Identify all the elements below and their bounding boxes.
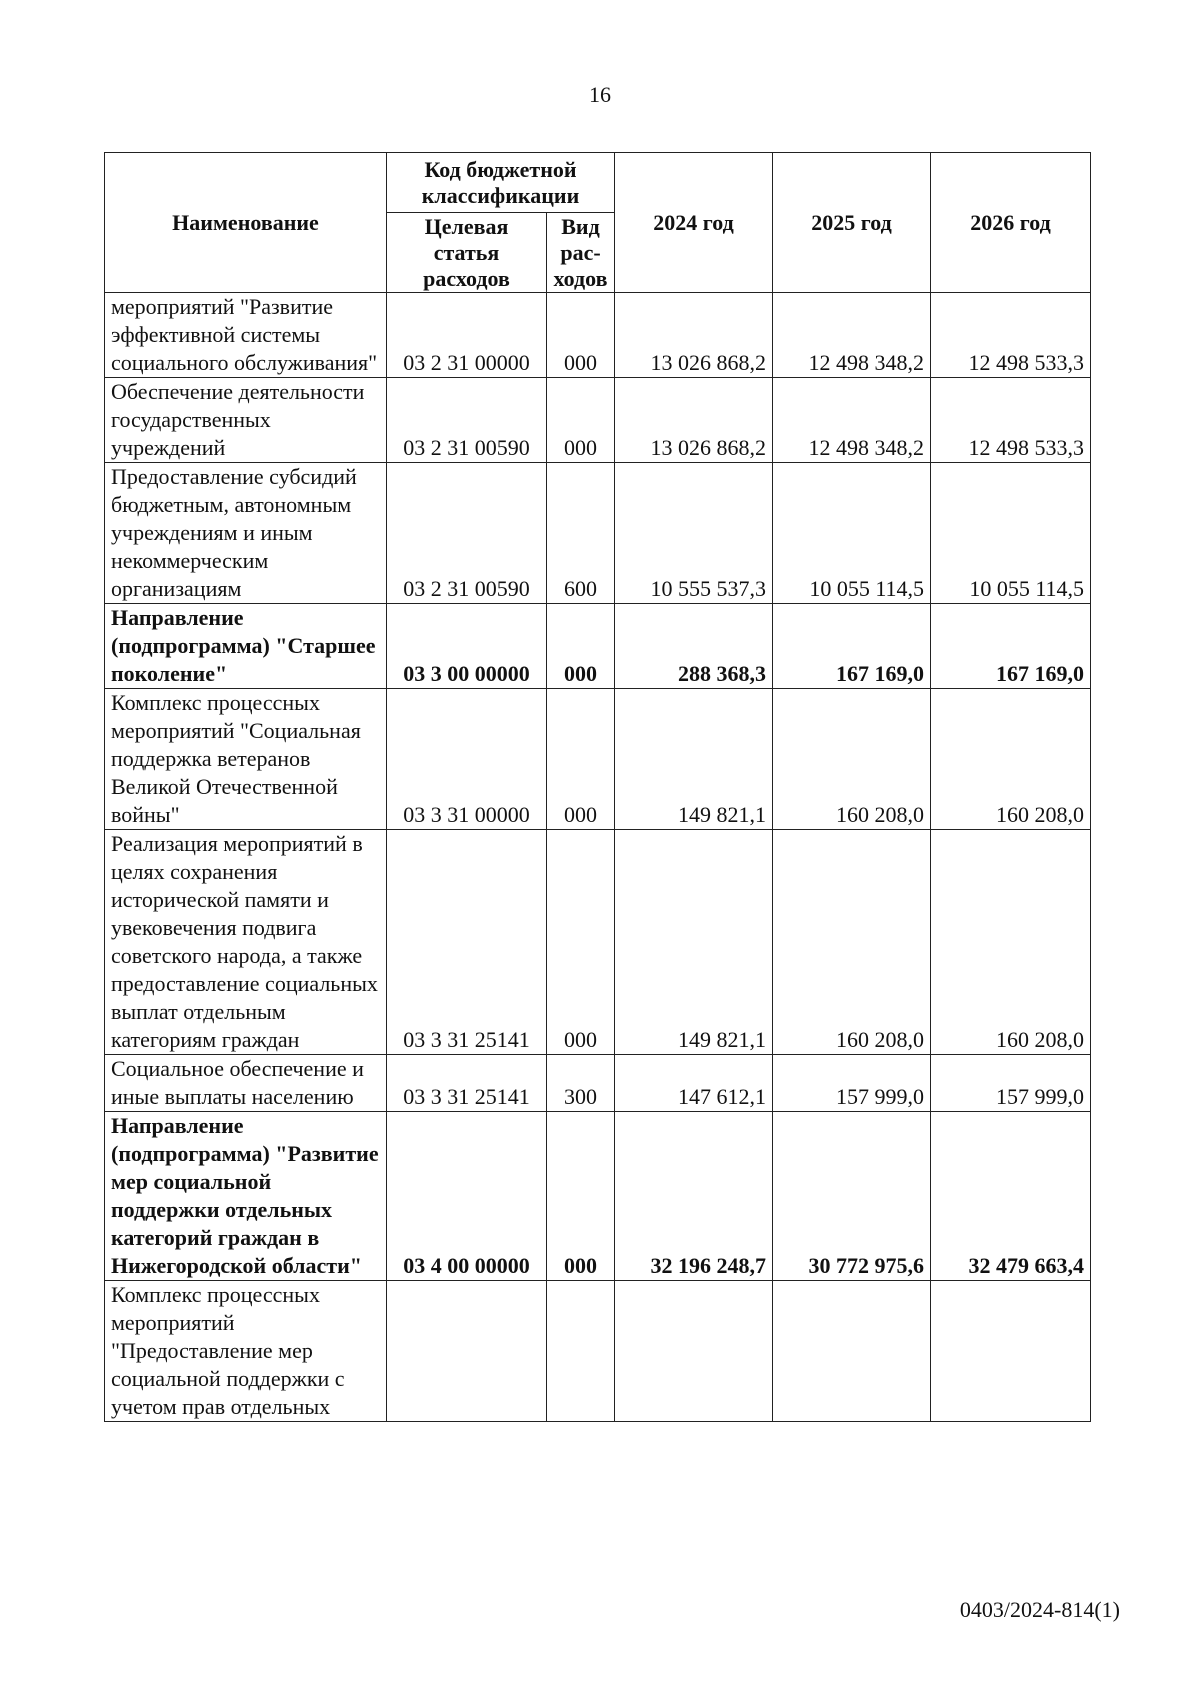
table-row xyxy=(105,830,1091,1055)
row-2025: 12 498 348,2 xyxy=(773,378,931,463)
row-2026: 167 169,0 xyxy=(931,604,1091,689)
row-2024: 149 821,1 xyxy=(615,689,773,830)
row-2025: 12 498 348,2 xyxy=(773,293,931,378)
row-name: мероприятий "Развитие эффективной системы социального обслуживания" xyxy=(105,293,387,378)
row-2025: 160 208,0 xyxy=(773,689,931,830)
row-type: 000 xyxy=(547,830,615,1055)
row-2026 xyxy=(931,1281,1091,1422)
row-type: 000 xyxy=(547,1112,615,1281)
table-row xyxy=(105,1055,1091,1112)
row-code xyxy=(387,1281,547,1422)
row-type: 300 xyxy=(547,1055,615,1112)
row-2024: 32 196 248,7 xyxy=(615,1112,773,1281)
row-name: Комплекс процессных мероприятий "Социальная поддержка ветеранов Великой Отечественной войны" xyxy=(105,689,387,830)
table-row xyxy=(105,463,1091,604)
row-2026: 32 479 663,4 xyxy=(931,1112,1091,1281)
row-2024: 13 026 868,2 xyxy=(615,293,773,378)
row-2025: 167 169,0 xyxy=(773,604,931,689)
row-2026: 12 498 533,3 xyxy=(931,293,1091,378)
header-target: Целевая статья расходов xyxy=(387,213,547,293)
row-code: 03 2 31 00590 xyxy=(387,463,547,604)
row-2024: 13 026 868,2 xyxy=(615,378,773,463)
document-number: 0403/2024-814(1) xyxy=(959,1597,1120,1622)
row-code: 03 3 31 25141 xyxy=(387,1055,547,1112)
header-name: Наименование xyxy=(105,153,387,293)
table-row xyxy=(105,1281,1091,1422)
header-code-group: Код бюджетной классификации xyxy=(387,153,615,213)
row-name: Направление (подпрограмма) "Старшее поколение" xyxy=(105,604,387,689)
row-code: 03 3 31 25141 xyxy=(387,830,547,1055)
header-2026: 2026 год xyxy=(931,153,1091,293)
row-2025: 30 772 975,6 xyxy=(773,1112,931,1281)
header-2024: 2024 год xyxy=(615,153,773,293)
row-code: 03 3 31 00000 xyxy=(387,689,547,830)
row-2025: 10 055 114,5 xyxy=(773,463,931,604)
table-row-section xyxy=(105,1112,1091,1281)
header-2025: 2025 год xyxy=(773,153,931,293)
row-name: Социальное обеспечение и иные выплаты населению xyxy=(105,1055,387,1112)
table-row-section xyxy=(105,604,1091,689)
row-type: 000 xyxy=(547,604,615,689)
row-name: Комплекс процессных мероприятий "Предоставление мер социальной поддержки с учетом прав отдельных xyxy=(105,1281,387,1422)
row-code: 03 3 00 00000 xyxy=(387,604,547,689)
row-code: 03 2 31 00000 xyxy=(387,293,547,378)
header-type: Вид рас-ходов xyxy=(547,213,615,293)
row-type: 000 xyxy=(547,689,615,830)
row-2026: 12 498 533,3 xyxy=(931,378,1091,463)
row-type: 000 xyxy=(547,378,615,463)
row-2024: 288 368,3 xyxy=(615,604,773,689)
row-2025: 160 208,0 xyxy=(773,830,931,1055)
row-2026: 157 999,0 xyxy=(931,1055,1091,1112)
row-2026: 160 208,0 xyxy=(931,830,1091,1055)
row-2024: 149 821,1 xyxy=(615,830,773,1055)
table-row xyxy=(105,293,1091,378)
row-code: 03 2 31 00590 xyxy=(387,378,547,463)
budget-table xyxy=(104,152,1091,1422)
row-2024: 147 612,1 xyxy=(615,1055,773,1112)
table-row xyxy=(105,378,1091,463)
row-2026: 10 055 114,5 xyxy=(931,463,1091,604)
row-type xyxy=(547,1281,615,1422)
row-name: Направление (подпрограмма) "Развитие мер социальной поддержки отдельных категорий граждан в Нижегородской области" xyxy=(105,1112,387,1281)
row-type: 000 xyxy=(547,293,615,378)
row-2026: 160 208,0 xyxy=(931,689,1091,830)
row-2025 xyxy=(773,1281,931,1422)
page-number: 16 xyxy=(589,82,611,107)
table-row xyxy=(105,689,1091,830)
row-name: Реализация мероприятий в целях сохранения исторической памяти и увековечения подвига советского народа, а также предоставление социальных выплат отдельным категориям граждан xyxy=(105,830,387,1055)
row-2025: 157 999,0 xyxy=(773,1055,931,1112)
row-type: 600 xyxy=(547,463,615,604)
row-code: 03 4 00 00000 xyxy=(387,1112,547,1281)
row-2024: 10 555 537,3 xyxy=(615,463,773,604)
row-2024 xyxy=(615,1281,773,1422)
row-name: Обеспечение деятельности государственных учреждений xyxy=(105,378,387,463)
row-name: Предоставление субсидий бюджетным, автономным учреждениям и иным некоммерческим организациям xyxy=(105,463,387,604)
